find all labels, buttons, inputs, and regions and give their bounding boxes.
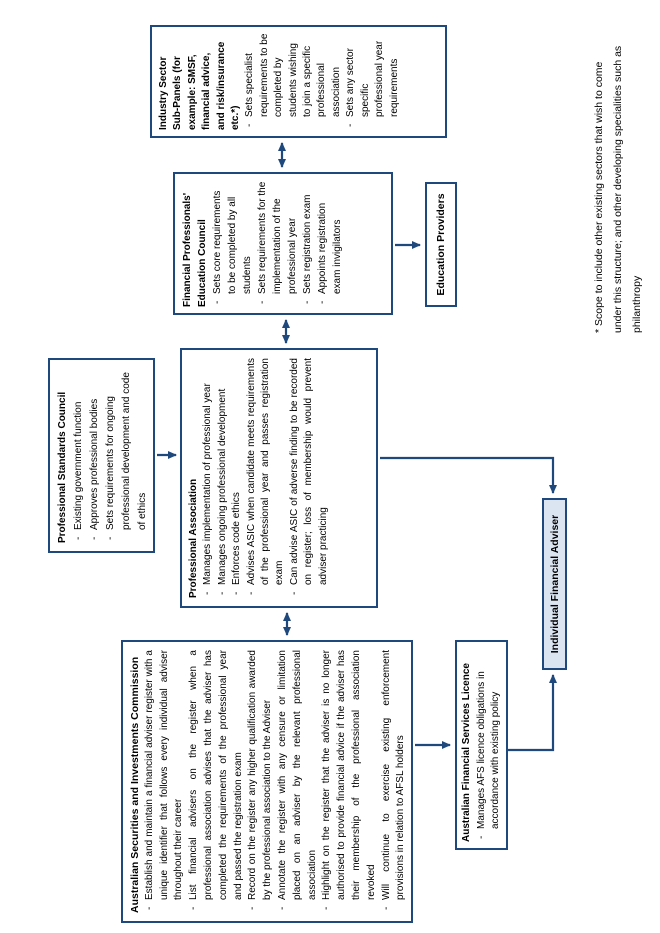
fpec-bullet: - Sets core requirements to be completed by all students [210,180,255,307]
professional-association-box [180,348,378,608]
industry-bullet: - Sets specialist requirements to be completed by students wishing to join a specific professional association [243,33,344,130]
psc-bullets [71,368,151,543]
afsl-bullet: - Manages AFS licence obligations in accordance with existing policy [475,648,504,842]
industry-sector-sub-panels-box [150,25,447,138]
footnote: * Scope to include other existing sectors that wish to come under this structure; and other developing specialities such as philanthropy [593,45,643,333]
asic-bullet: - List financial advisers on the register when a professional association advises that the adviser has completed the requirements of the professional year and passed the registration exam [187,650,246,913]
fpec-bullet: - Appoints registration exam invigilators [315,180,345,307]
education-providers-box [425,182,457,307]
psc-bullet: - Existing government function [71,368,87,543]
psc-bullet: - Sets requirements for ongoing professional development and code of ethics [103,368,151,543]
fpec-bullet: - Sets requirements for the implementation of the professional year [255,180,300,307]
pa-bullet: - Manages implementation of professional year [201,358,215,598]
professional-standards-council-box [48,358,155,553]
afs-licence-box [455,640,508,850]
pa-bullets [201,358,331,598]
pa-bullet: - Can advise ASIC of adverse finding to be recorded on register; loss of membership would prevent adviser practicing [288,358,331,598]
ifa-label: Individual Financial Adviser [548,514,561,654]
fpec-bullet: - Sets registration exam [300,180,315,307]
asic-bullet: - Establish and maintain a financial adviser register with a unique identifier that follows every individual adviser throughout their career [143,650,187,913]
education-providers-label: Education Providers [435,193,447,296]
asic-box [121,640,413,923]
pa-title: Professional Association [188,478,199,598]
connector-pa-to-ifa [380,458,553,493]
afsl-bullets [475,648,504,842]
asic-bullet: - Highlight on the register that the adviser is no longer authorised to provide financial advice if the adviser has their membership of the professional association revoked [320,650,379,913]
industry-title: Industry Sector Sub-Panels (for example: SMSF, financial advice, and risk/insurance etc.*) [158,41,242,130]
individual-financial-adviser-box [542,498,567,670]
pa-bullet: - Advises ASIC when candidate meets requirements of the professional year and passes registration exam [245,358,288,598]
psc-bullet: - Approves professional bodies [87,368,103,543]
fpec-title: Financial Professionals' Education Council [182,192,208,307]
asic-title: Australian Securities and Investments Commission [129,656,141,913]
asic-bullets [143,650,409,913]
asic-bullet: - Annotate the register with any censure or limitation placed on an adviser by the relevant professional association [276,650,320,913]
psc-title: Professional Standards Council [57,391,68,543]
afsl-title: Australian Financial Services Licence [461,663,472,842]
asic-bullet: - Record on the register any higher qualification awarded by the professional association to the Adviser [246,650,276,913]
asic-bullet: - Will continue to exercise existing enforcement provisions in relation to AFSL holders [380,650,410,913]
industry-bullets [243,33,401,130]
fpec-bullets [210,180,345,307]
financial-professionals-education-council-box [173,172,393,315]
industry-bullet: - Sets any sector specific professional year requirements [344,33,402,130]
connector-afsl-to-ifa [508,675,553,750]
pa-bullet: - Enforces code ethics [230,358,244,598]
pa-bullet: - Manages ongoing professional development [216,358,230,598]
